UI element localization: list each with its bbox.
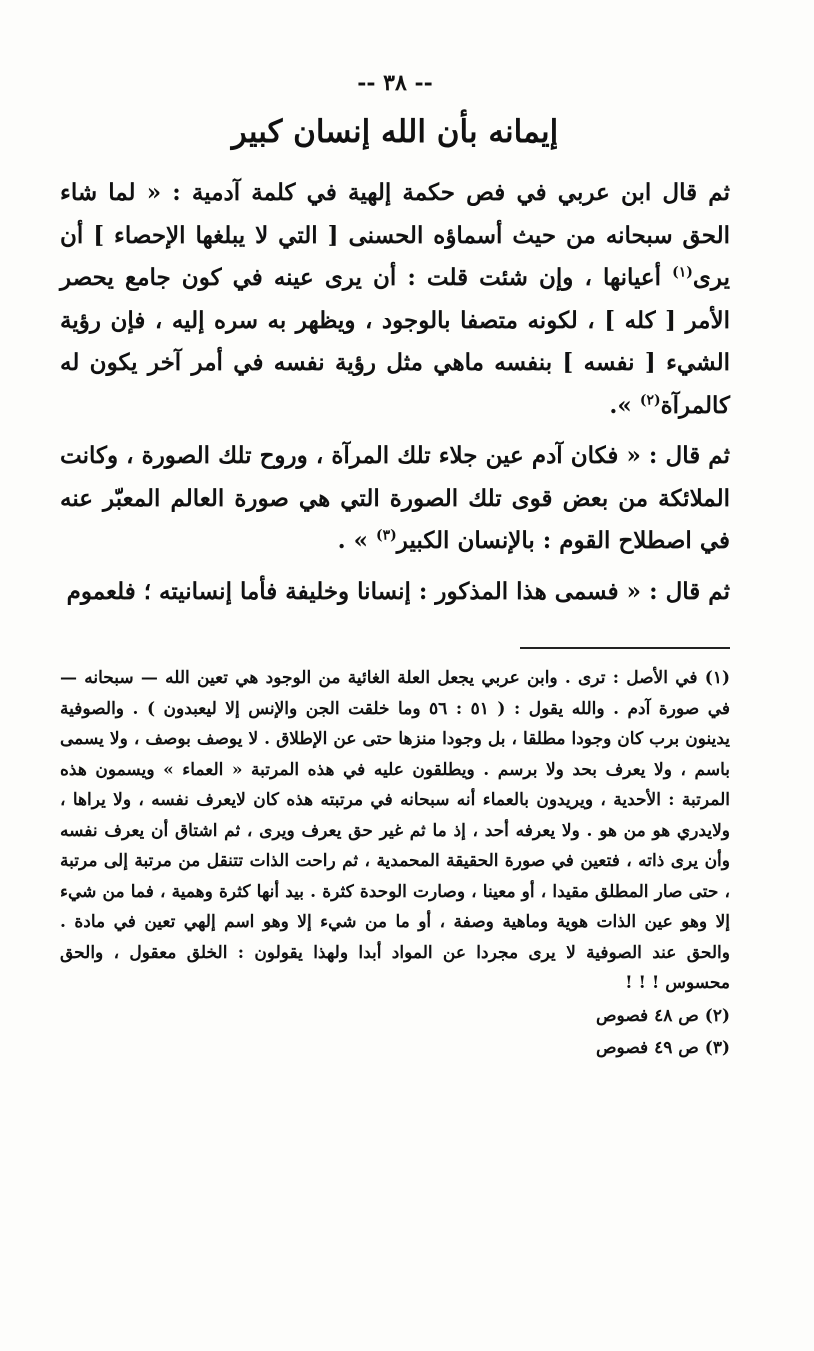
footnote-marker-3: (٣) [375,527,397,544]
paragraph-3 [60,571,730,614]
page-number: -- ٣٨ -- [357,70,433,96]
paragraph-2 [60,435,730,563]
footnote-marker-2: (٢) [639,391,661,408]
paragraph-text: » . [337,527,376,554]
paragraph-text: أعيانها ، وإن شئت قلت : أن يرى عينه في كون جامع يحصر الأمر [ كله ] ، لكونه متصفا بالوجود ، ويظهر به سره إليه ، فإن رؤية الشيء [ نفسه ] بنفسه ماهي مثل رؤية نفسه في أمر آخر يكون له كالمرآة [60,264,730,419]
paragraph-1 [60,172,730,427]
paragraph-text: ثم قال : « فكان آدم عين جلاء تلك المرآة ، وروح تلك الصورة ، وكانت الملائكة من بعض قوى تلك الصورة التي هي صورة العالم المعبّر عنه في اصطلاح القوم : بالإنسان الكبير [60,442,730,554]
footnote-3: (٣) ص ٤٩ فصوص [595,1038,730,1058]
paragraph-text: ». [609,391,640,419]
paragraph-text: ثم قال : « فسمى هذا المذكور : إنسانا وخليفة فأما إنسانيته ؛ فلعموم [66,577,730,605]
footnotes [60,663,730,1064]
footnote-marker-1: (١) [672,264,693,281]
footnote-2: (٢) ص ٤٨ فصوص [595,1005,730,1026]
paragraph-text: ثم قال ابن عربي في فص حكمة إلهية في كلمة آدمية : « لما شاء الحق سبحانه من حيث أسماؤه الحسنى [ التي لا يبلغها الإحصاء ] أن يرى [60,179,730,291]
footnote-1: (١) في الأصل : ترى . وابن عربي يجعل العلة الغائية من الوجود هي تعين الله — سبحانه — في صورة آدم . والله يقول : ( ٥١ : ٥٦ وما خلقت الجن والإنس إلا ليعبدون ) . والصوفية يدينون برب كان وجودا مطلقا ، بل وجودا منزها حتى عن الإطلاق . لا يوصف بوصف ، ولا يسمى باسم ، ولا يعرف بحد ولا برسم . ويطلقون عليه في هذه المرتبة « العماء » ويسمون هذه المرتبة : الأحدية ، ويريدون بالعماء أنه سبحانه في مرتبته هذه كان لايعرف نفسه ، ولا يراها ، ولايدري هو من هو . ولا يعرفه أحد ، إذ ما ثم غير حق يعرف ويرى ، ثم اشتاق أن يعرف نفسه وأن يرى ذاته ، فتعين في صورة الحقيقة المحمدية ، ثم راحت الذات تتنقل من مرتبة إلى مرتبة ، حتى صار المطلق مقيدا ، أو معينا ، وصارت الوحدة كثرة . بيد أنها كثرة وهمية ، فما من شيء إلا وهو عين الذات هوية وماهية وصفة ، أو ما من شيء إلا وهو اسم إلهي تعين في مادة . والحق عند الصوفية لا يرى مجردا عن المواد أبدا ولهذا يقولون : الخلق معقول ، والحق محسوس ! ! ! [60,668,730,993]
footnote-divider [520,647,730,649]
chapter-title: إيمانه بأن الله إنسان كبير [231,114,559,150]
book-page [60,70,730,1064]
main-text [60,172,730,613]
